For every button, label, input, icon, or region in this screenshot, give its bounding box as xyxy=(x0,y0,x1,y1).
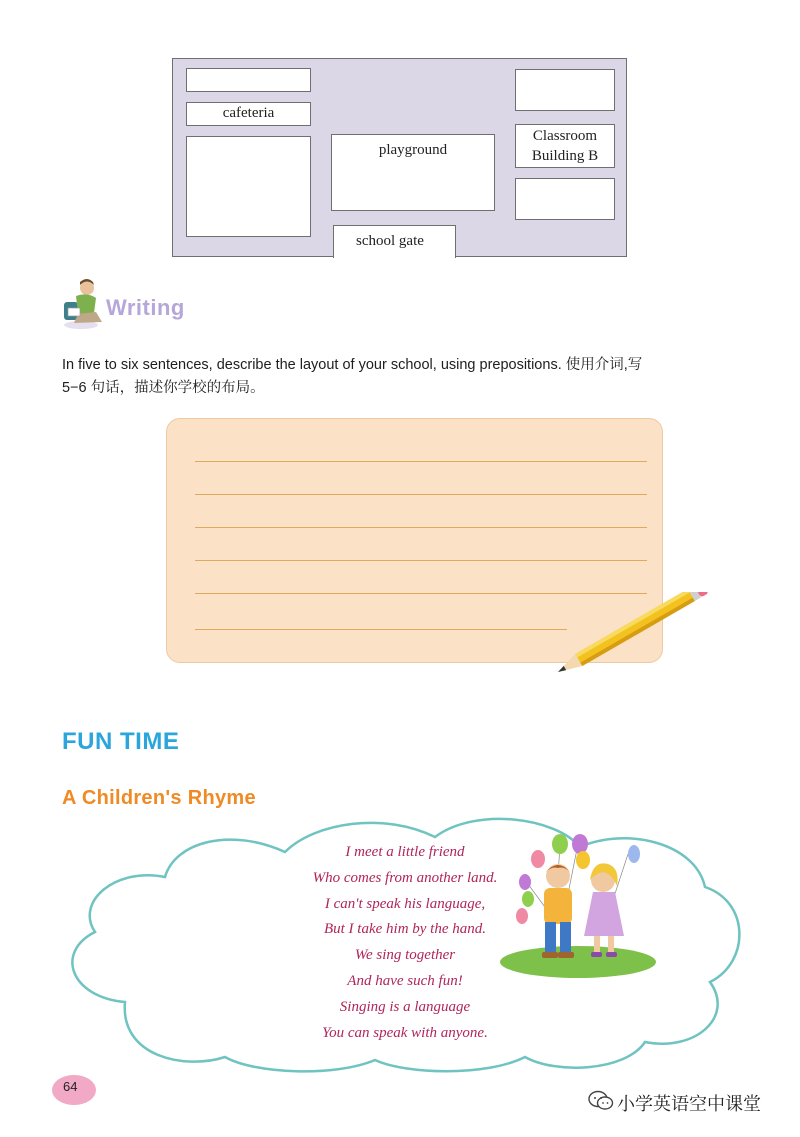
instruction-line-2: 5−6 句话，描述你学校的布局。 xyxy=(62,380,265,396)
rhyme-line: Who comes from another land. xyxy=(312,869,498,886)
map-label-building-b: Building B xyxy=(531,148,599,164)
rhyme-line: I can't speak his language, xyxy=(324,895,486,912)
instruction-line-1: In five to six sentences, describe the layout of your school, using prepositions. 使用介词,写 xyxy=(62,357,643,373)
map-box-school-gate xyxy=(333,225,456,258)
map-box-classroom-building-b xyxy=(515,124,615,168)
children-with-balloons-illustration xyxy=(498,824,658,984)
wechat-icon xyxy=(588,1090,614,1112)
map-box-playground xyxy=(331,134,495,211)
rhyme-line: I meet a little friend xyxy=(345,844,465,860)
map-box-blank-top-right xyxy=(515,69,615,111)
pencil-icon xyxy=(550,592,715,680)
school-map xyxy=(172,58,627,257)
map-box-blank-left xyxy=(186,136,311,237)
rhyme-line: But I take him by the hand. xyxy=(323,921,487,938)
rhyme-line: And have such fun! xyxy=(347,972,463,989)
writing-line xyxy=(195,494,647,495)
map-box-blank-bottom-right xyxy=(515,178,615,220)
fun-time-heading: FUN TIME xyxy=(62,728,180,755)
writing-line xyxy=(195,461,647,462)
writing-line xyxy=(195,560,647,561)
writing-line xyxy=(195,527,647,528)
rhyme-line: We sing together xyxy=(354,947,456,964)
map-label-classroom: Classroom xyxy=(532,128,598,144)
writing-line xyxy=(195,629,567,630)
page-number: 64 xyxy=(63,1079,78,1094)
writing-instruction xyxy=(62,354,752,400)
writing-heading: Writing xyxy=(106,295,185,320)
map-box-cafeteria xyxy=(186,102,311,126)
rhyme-title: A Children's Rhyme xyxy=(62,787,256,809)
map-box-blank-top-left xyxy=(186,68,311,92)
rhyme-line: Singing is a language xyxy=(339,998,471,1015)
rhyme-line: You can speak with anyone. xyxy=(322,1024,488,1041)
footer-watermark: 小学英语空中课堂 xyxy=(617,1094,761,1115)
map-label-school-gate: school gate xyxy=(356,233,424,249)
map-label-playground: playground xyxy=(378,142,448,158)
map-label-cafeteria: cafeteria xyxy=(222,105,275,121)
sitting-boy-writing-icon xyxy=(60,278,106,330)
